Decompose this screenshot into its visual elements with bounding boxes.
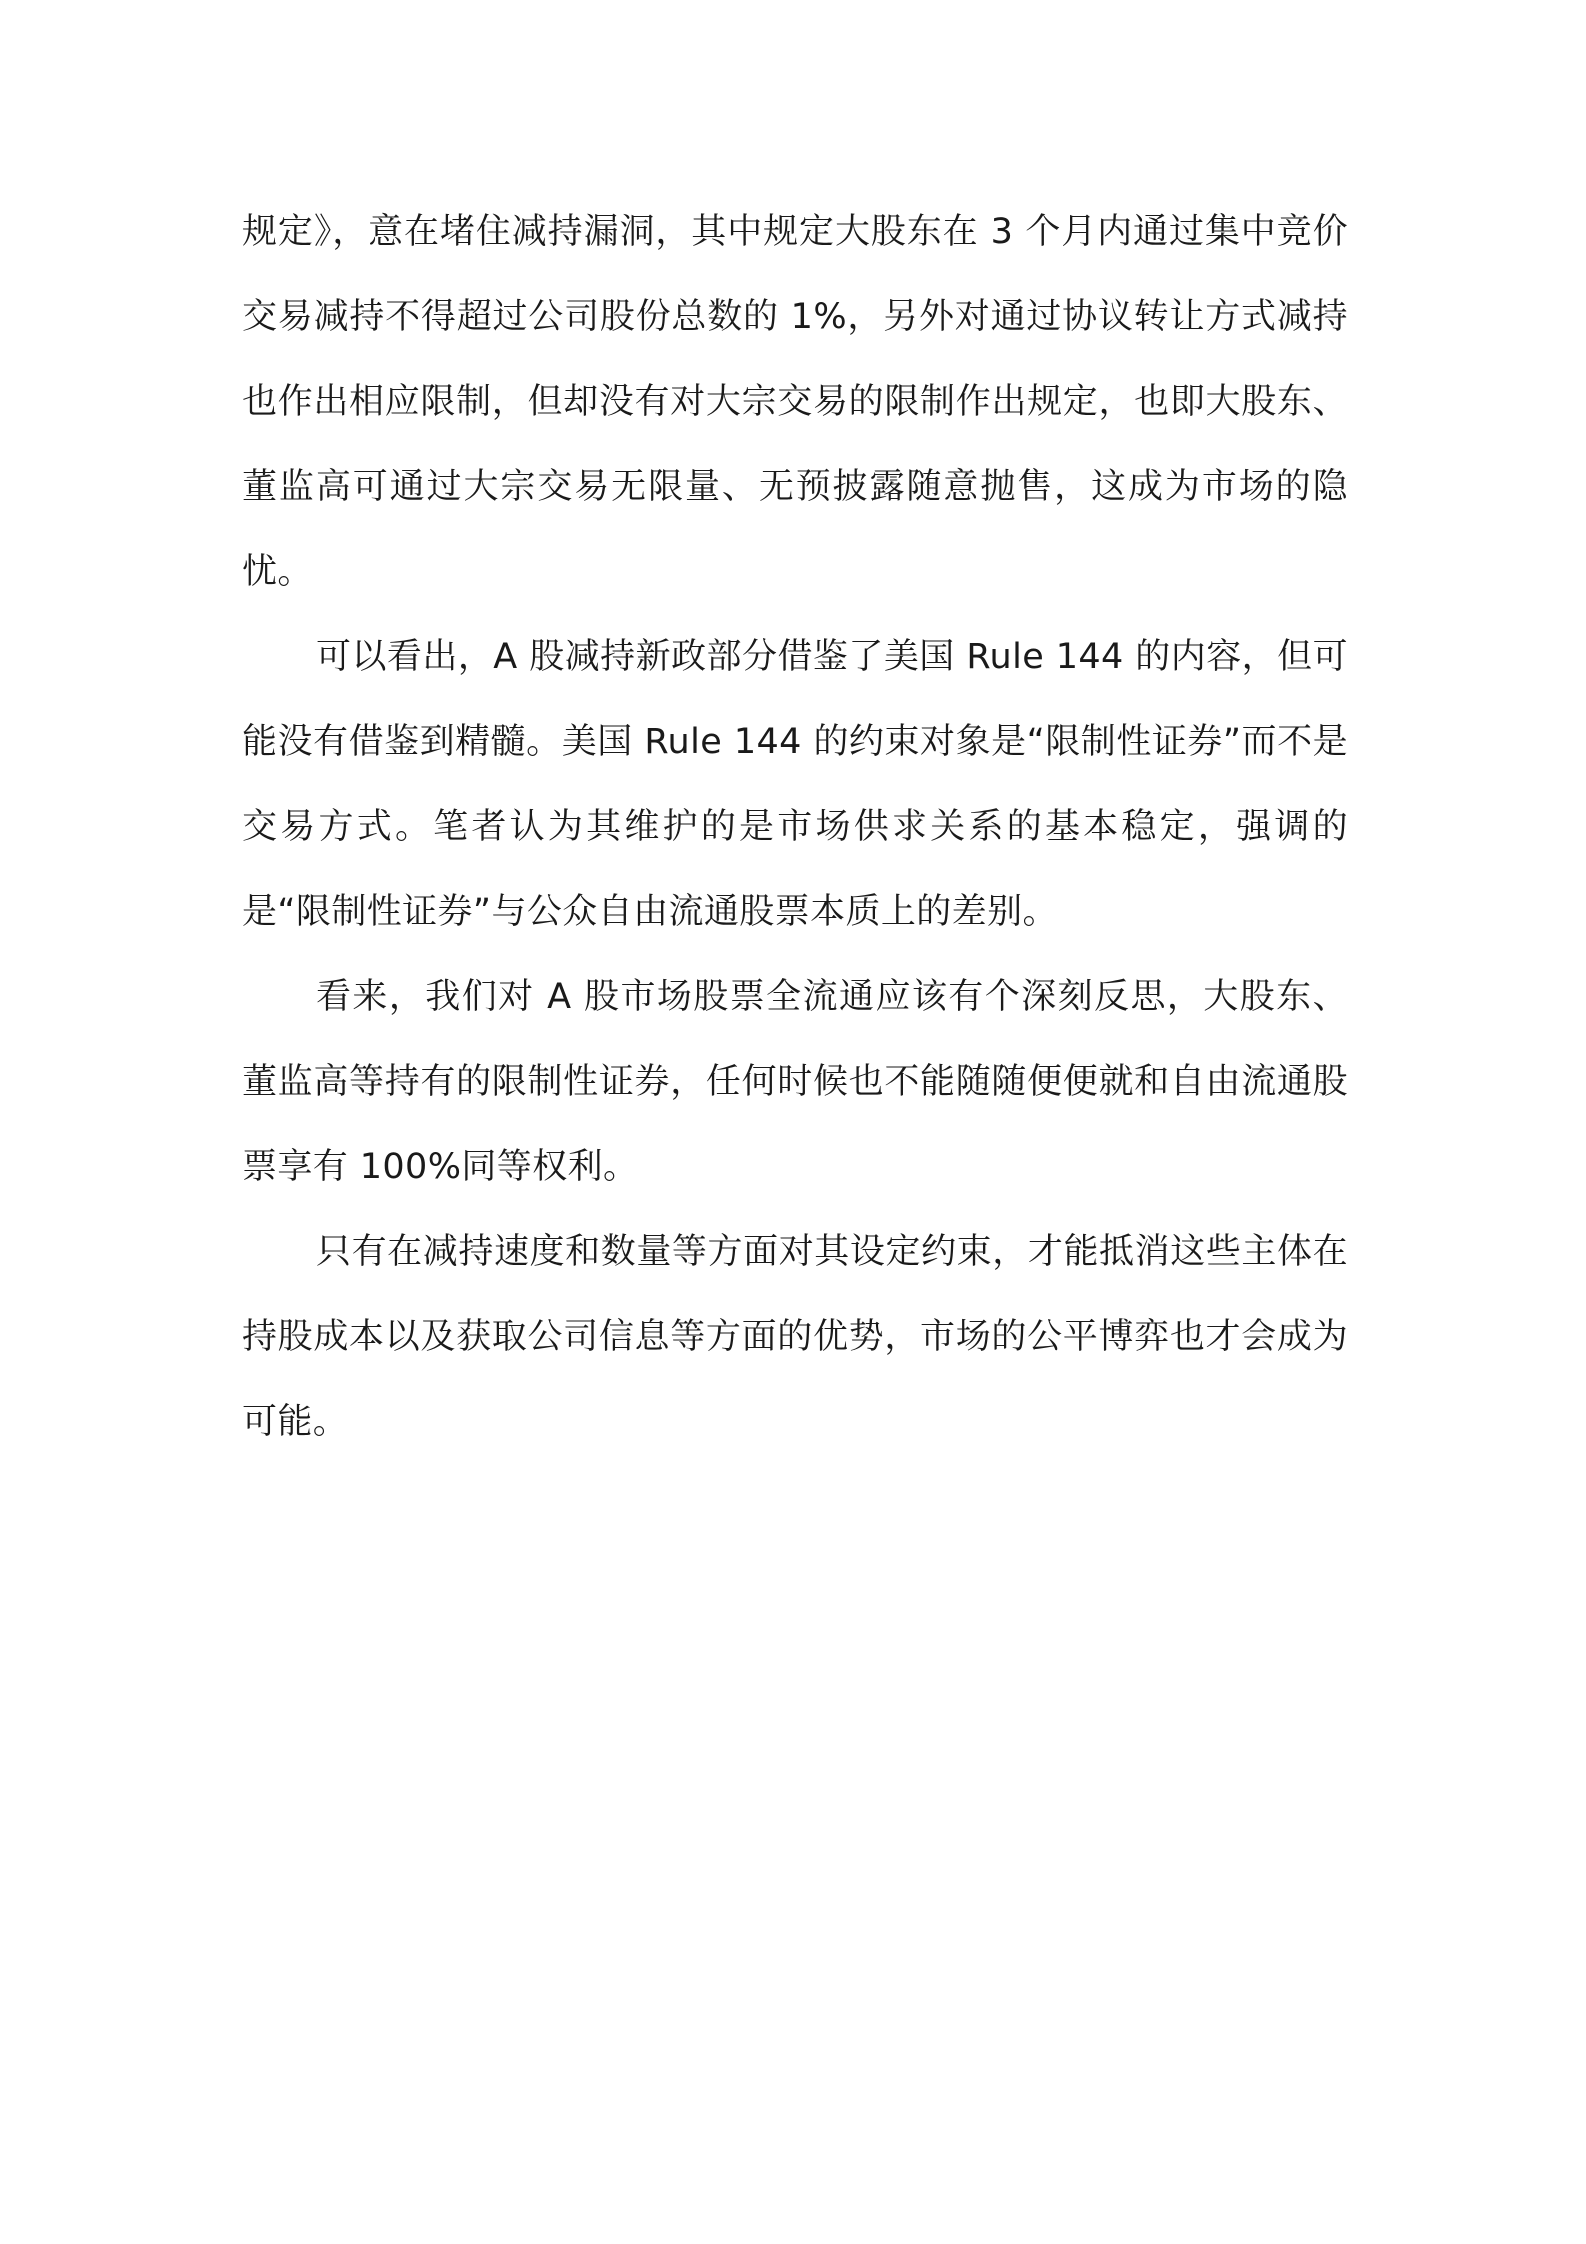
paragraph-rule-144: 可以看出，A 股减持新政部分借鉴了美国 Rule 144 的内容，但可能没有借鉴到精髓。美国 Rule 144 的约束对象是“限制性证券”而不是交易方式。笔者认为其维护的是市场供求关系的基本稳定，强调的是“限制性证券”与公众自由流通股票本质上的差别。 [242, 637, 1348, 932]
paragraph-full-circulation: 看来，我们对 A 股市场股票全流通应该有个深刻反思，大股东、董监高等持有的限制性证券，任何时候也不能随随便便就和自由流通股票享有 100%同等权利。 [242, 977, 1348, 1187]
paragraph-continuation: 规定》，意在堵住减持漏洞，其中规定大股东在 3 个月内通过集中竞价交易减持不得超过公司股份总数的 1%，另外对通过协议转让方式减持也作出相应限制，但却没有对大宗交易的限制作出规定，也即大股东、董监高可通过大宗交易无限量、无预披露随意抛售，这成为市场的隐忧。 [242, 212, 1348, 592]
article-body [242, 190, 1348, 1465]
paragraph-conclusion: 只有在减持速度和数量等方面对其设定约束，才能抵消这些主体在持股成本以及获取公司信息等方面的优势，市场的公平博弈也才会成为可能。 [242, 1232, 1348, 1442]
